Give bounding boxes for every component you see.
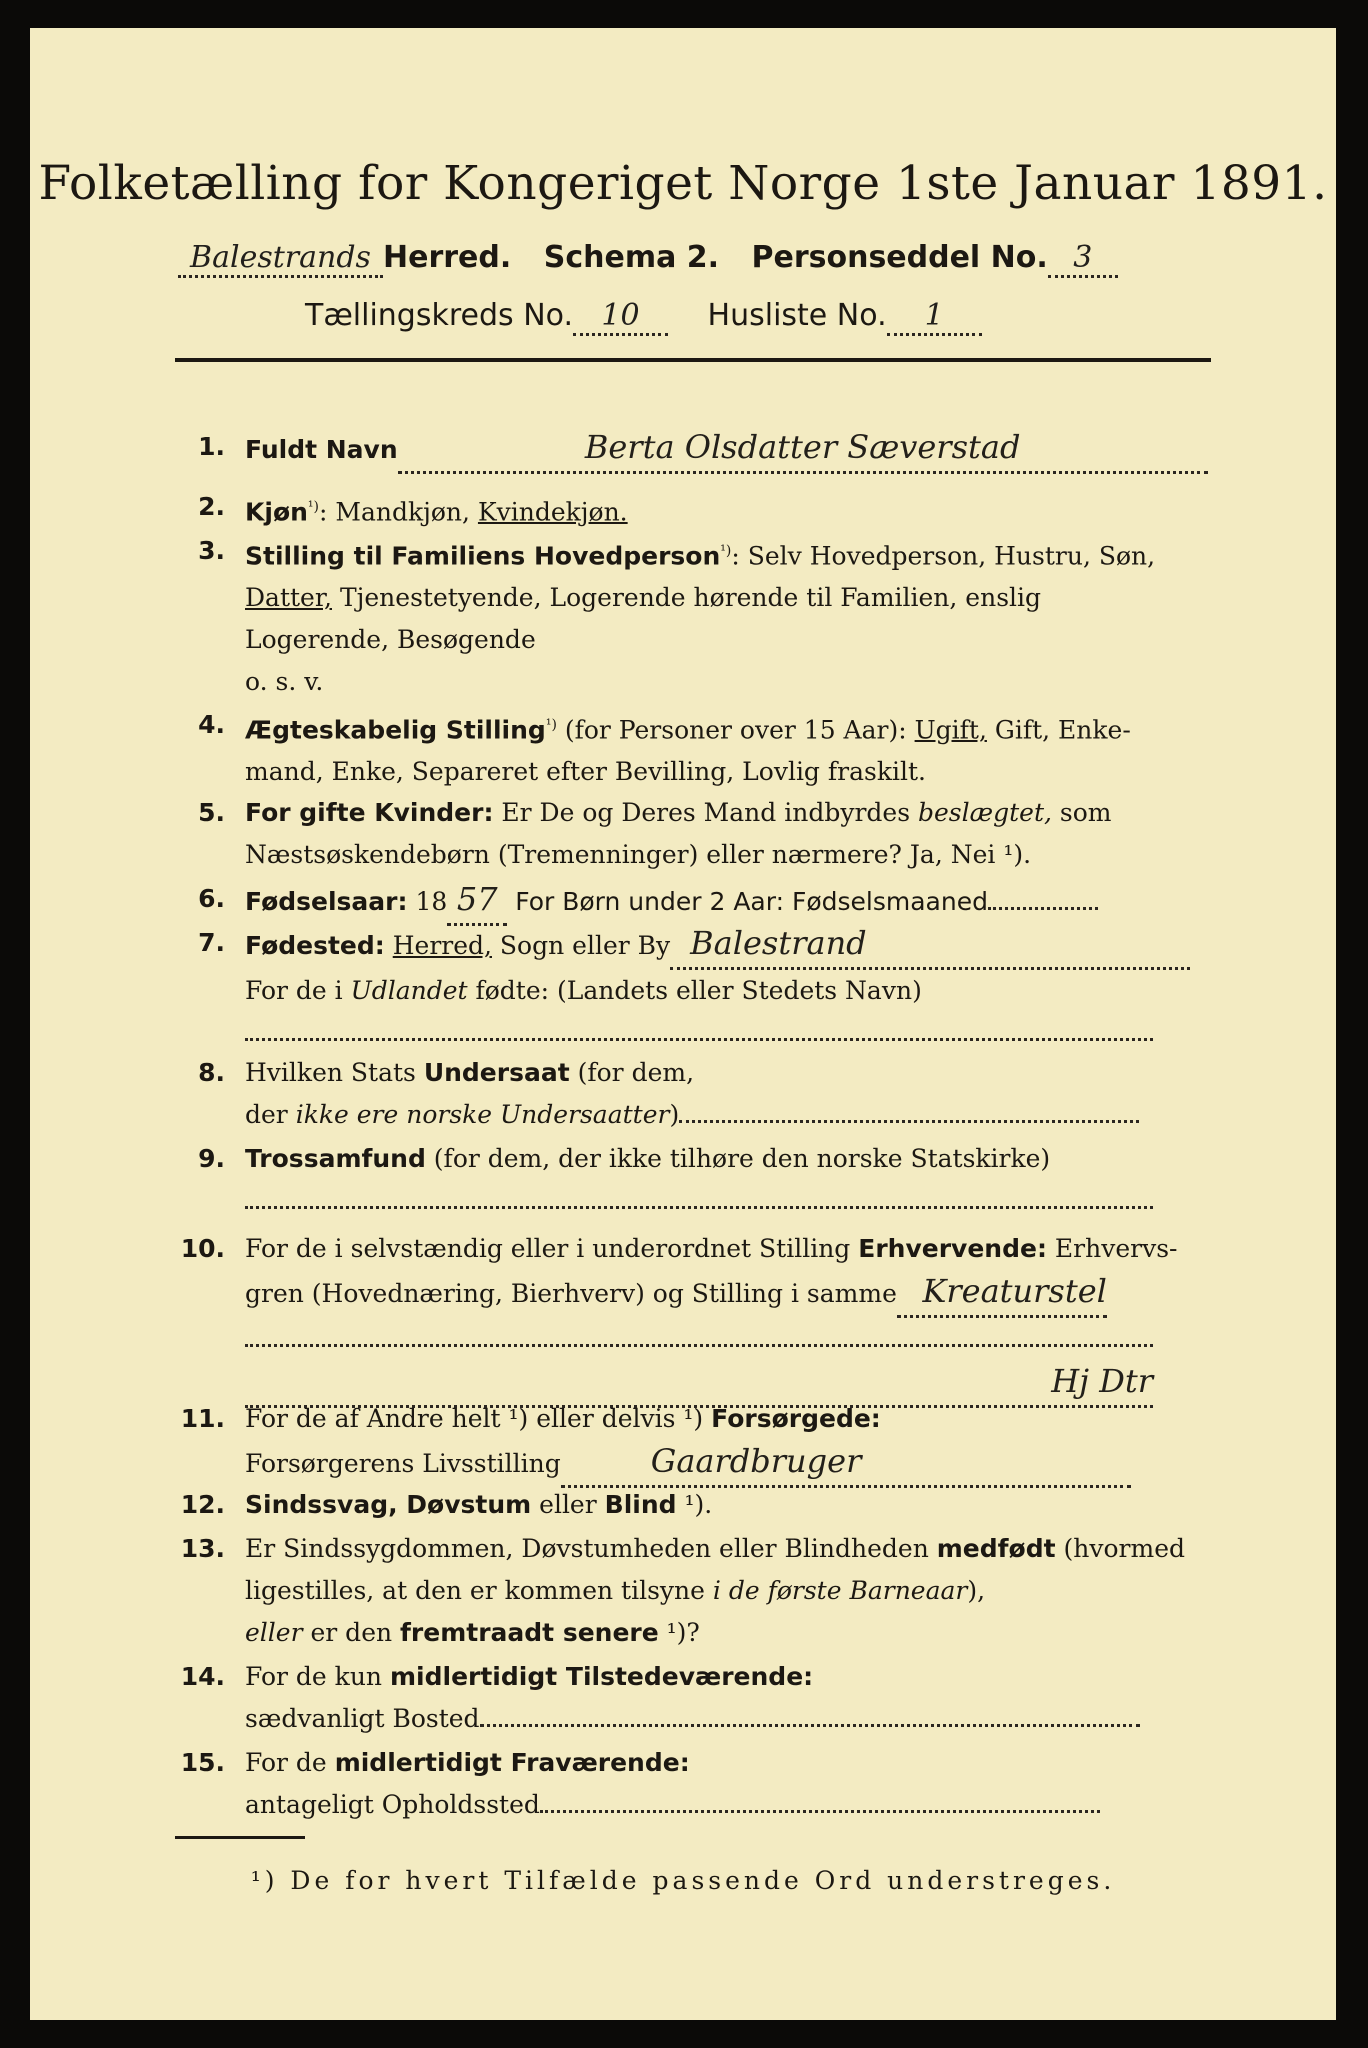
husliste-value: 1	[924, 298, 944, 333]
personseddel-label: Personseddel No.	[751, 240, 1048, 275]
provider-occupation-value: Gaardbruger	[650, 1442, 862, 1480]
personseddel-value: 3	[1073, 240, 1093, 275]
taellingskreds-label: Tællingskreds No.	[305, 298, 573, 333]
census-form: Folketælling for Kongeriget Norge 1ste Januar 1891. Balestrands Herred. Schema 2. Personseddel No. 3 Tællingskreds No. 10 Husliste No. 1 1. Fuldt Navn Berta Olsdatter Sæverstad 2. Kjøn$^{^1)}$: Mandkjøn, Kvindekjøn. 3. Stilling til Familiens Hovedperson$^{^1)}$: Selv Hovedperson, Hustru, Søn, Datter, Tjenestetyende, Logerende hørende til Familien, enslig Logerende, Besøgende o. s. v. 4. Ægteskabelig Stilling$^{^1)}$ (for Personer over 15 Aar): Ugift, Gift, Enke- mand, Enke, Separeret efter Bevilling, Lovlig fraskilt. 5. For gifte Kvinder: Er De og Deres Mand indbyrdes beslægtet, som Næstsøskendebørn (Tremenninger) eller nærmere? Ja, Nei ¹). 6. Fødselsaar: 18 57 For Børn under 2 Aar: Fødselsmaaned 7. Fødested: Herred, Sogn eller By Balestrand For de i Udlandet fødte: (Landets eller Stedets Navn) 8. Hvilken Stats Undersaat (for dem, der ikke ere norske Undersaatter) 9. Trossamfund (for dem, der ikke tilhøre den norske Statskirke) 10. For de i selvstændig eller i underordnet Stilling Erhvervende: Erhvervs- gren (Hovednæring, Bierhverv) og Stilling i samme Kreaturstel Hj Dtr 11. For de af Andre helt ¹) eller delvis ¹) Forsørgede: Forsørgerens Livsstilling Gaardbruger 12. Sindssvag, Døvstum eller Blind ¹). 13. Er Sindssygdommen, Døvstumheden eller Blindheden medfødt (hvormed ligestilles, at den er kommen tilsyne i de første Barneaar), eller er den fremtraadt senere ¹)? 14. For de kun midlertidigt Tilstedeværende: sædvanligt Bosted 15. For de midlertidigt Fraværende: antageligt Opholdssted ¹) De for hvert Tilfælde passende Ord understreges.	[30, 28, 1336, 2020]
footnote-divider	[175, 1836, 305, 1839]
birth-year-value: 57	[456, 880, 498, 918]
header-row-2	[305, 298, 982, 336]
birthplace-value: Balestrand	[690, 924, 867, 962]
full-name-value: Berta Olsdatter Sæverstad	[584, 428, 1021, 466]
header-divider	[175, 358, 1211, 362]
occupation-note: Hj Dtr	[1051, 1362, 1153, 1400]
family-position-selected: Datter,	[245, 583, 332, 613]
header-row-1	[178, 240, 1118, 278]
husliste-label: Husliste No.	[707, 298, 887, 333]
form-title: Folketælling for Kongeriget Norge 1ste Januar 1891.	[38, 156, 1328, 211]
schema-label: Schema 2.	[543, 240, 720, 275]
taellingskreds-value: 10	[601, 298, 640, 333]
footnote: ¹) De for hvert Tilfælde passende Ord understreges.	[250, 1866, 1116, 1895]
gender-selected: Kvindekjøn.	[477, 497, 628, 527]
occupation-value: Kreaturstel	[922, 1272, 1107, 1310]
herred-value: Balestrands	[190, 240, 371, 275]
marital-status-selected: Ugift,	[914, 715, 987, 745]
herred-label: Herred.	[383, 240, 512, 275]
